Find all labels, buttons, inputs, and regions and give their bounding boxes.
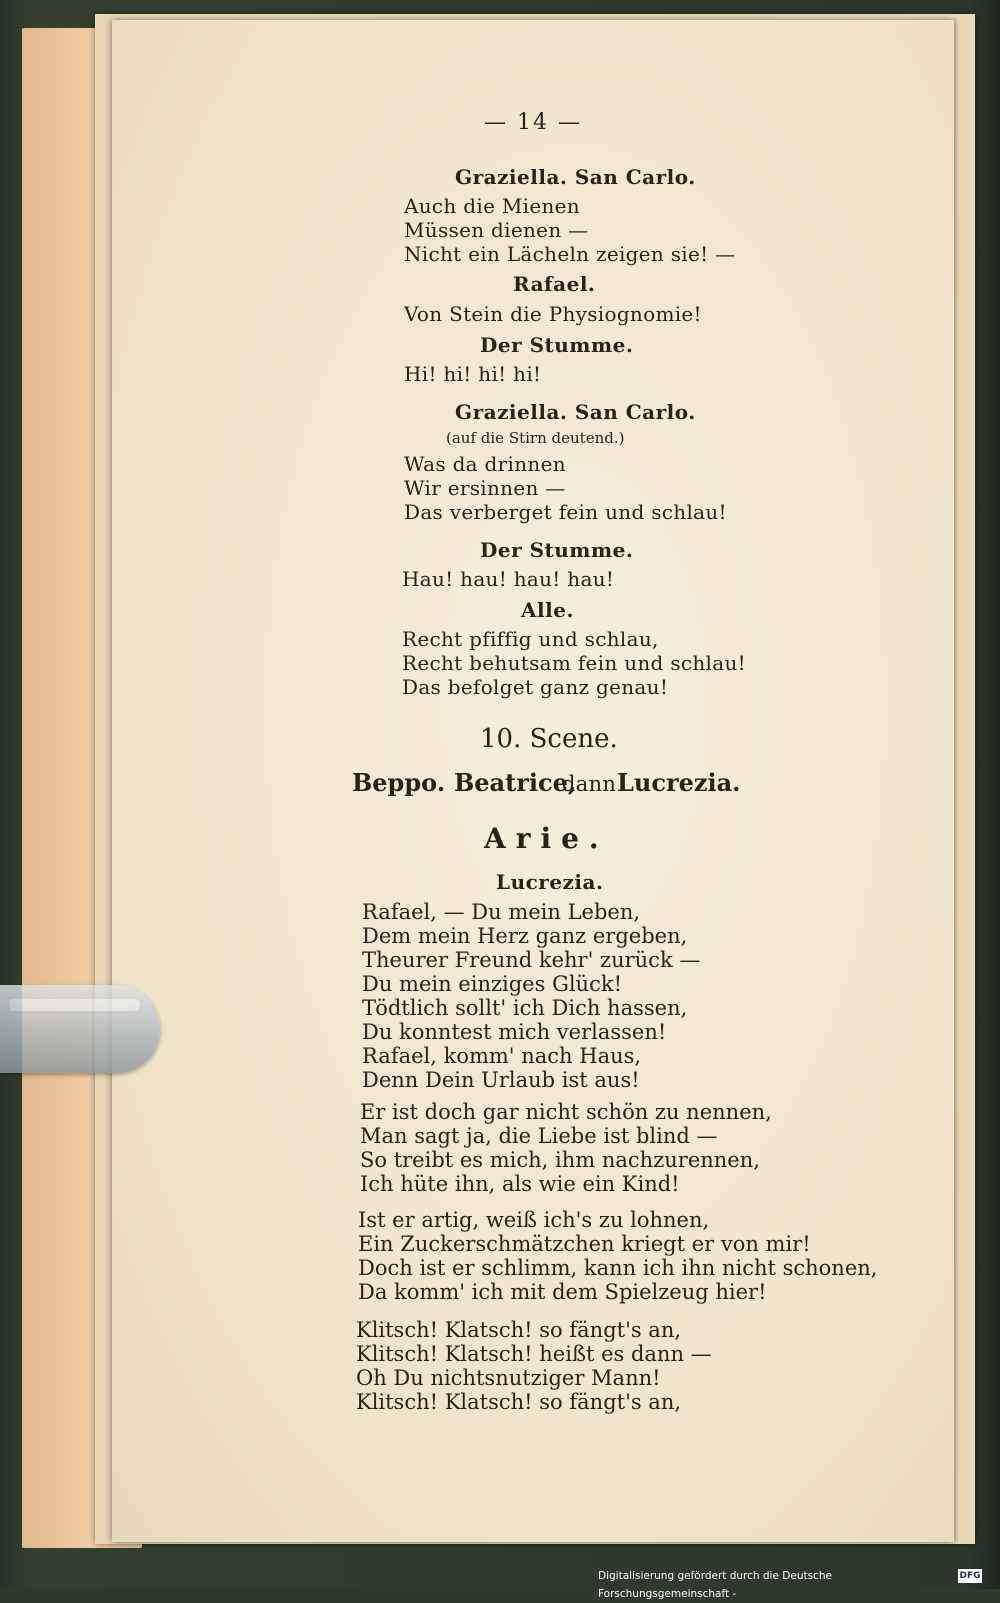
- lyric-line: Klitsch! Klatsch! so fängt's an,: [356, 1390, 682, 1414]
- lyric-line: Rafael, — Du mein Leben,: [362, 900, 641, 924]
- lyric-line: Da komm' ich mit dem Spielzeug hier!: [358, 1280, 767, 1304]
- speaker-label: Rafael.: [513, 272, 596, 296]
- speaker-label: Der Stumme.: [480, 333, 634, 357]
- lyric-line: Rafael, komm' nach Haus,: [362, 1044, 642, 1068]
- lyric-line: Denn Dein Urlaub ist aus!: [362, 1068, 640, 1092]
- lyric-line: Tödtlich sollt' ich Dich hassen,: [362, 996, 688, 1020]
- lyric-line: So treibt es mich, ihm nachzurennen,: [360, 1148, 760, 1172]
- dfg-logo: DFG: [959, 1571, 981, 1581]
- lyric-line: Oh Du nichtsnutziger Mann!: [356, 1366, 661, 1390]
- lyric-line: Klitsch! Klatsch! so fängt's an,: [356, 1318, 682, 1342]
- speaker-label: Graziella. San Carlo.: [455, 165, 696, 189]
- speaker-label: Graziella. San Carlo.: [455, 400, 696, 424]
- verse-line: Wir ersinnen —: [404, 476, 566, 500]
- speaker-label: Alle.: [521, 598, 574, 622]
- lyric-line: Er ist doch gar nicht schön zu nennen,: [360, 1100, 772, 1124]
- page-clip: [0, 985, 160, 1073]
- verse-line: Nicht ein Lächeln zeigen sie! —: [404, 242, 736, 266]
- lyric-line: Ein Zuckerschmätzchen kriegt er von mir!: [358, 1232, 811, 1256]
- speaker-label: Der Stumme.: [480, 538, 634, 562]
- lyric-line: Du konntest mich verlassen!: [362, 1020, 667, 1044]
- verse-line: Hi! hi! hi! hi!: [404, 362, 542, 386]
- verse-line: Das verberget fein und schlau!: [404, 500, 727, 524]
- verse-line: Müssen dienen —: [404, 218, 589, 242]
- character-name: Beppo.: [352, 768, 446, 797]
- connector-word: dann: [562, 772, 617, 796]
- lyric-line: Dem mein Herz ganz ergeben,: [362, 924, 688, 948]
- aria-title: Arie.: [484, 822, 609, 855]
- lyric-line: Ist er artig, weiß ich's zu lohnen,: [358, 1208, 710, 1232]
- verse-line: Recht pfiffig und schlau,: [402, 627, 659, 651]
- digitization-credit: Digitalisierung gefördert durch die Deutsche Forschungsgemeinschaft -: [598, 1570, 832, 1600]
- verse-line: Von Stein die Physiognomie!: [404, 302, 702, 326]
- speaker-label: Lucrezia.: [496, 870, 604, 894]
- lyric-line: Doch ist er schlimm, kann ich ihn nicht schonen,: [358, 1256, 878, 1280]
- stage-direction: (auf die Stirn deutend.): [446, 429, 625, 447]
- lyric-line: Ich hüte ihn, als wie ein Kind!: [360, 1172, 680, 1196]
- page-number: — 14 —: [484, 110, 582, 135]
- character-name: Beatrice,: [454, 768, 577, 797]
- verse-line: Recht behutsam fein und schlau!: [402, 651, 746, 675]
- lyric-line: Theurer Freund kehr' zurück —: [362, 948, 701, 972]
- verse-line: Was da drinnen: [404, 452, 566, 476]
- verse-line: Das befolget ganz genau!: [402, 675, 669, 699]
- scene-title: 10. Scene.: [480, 724, 618, 754]
- character-name: Lucrezia.: [617, 768, 741, 797]
- lyric-line: Du mein einziges Glück!: [362, 972, 623, 996]
- verse-line: Auch die Mienen: [404, 194, 580, 218]
- lyric-line: Klitsch! Klatsch! heißt es dann —: [356, 1342, 712, 1366]
- verse-line: Hau! hau! hau! hau!: [402, 567, 615, 591]
- lyric-line: Man sagt ja, die Liebe ist blind —: [360, 1124, 718, 1148]
